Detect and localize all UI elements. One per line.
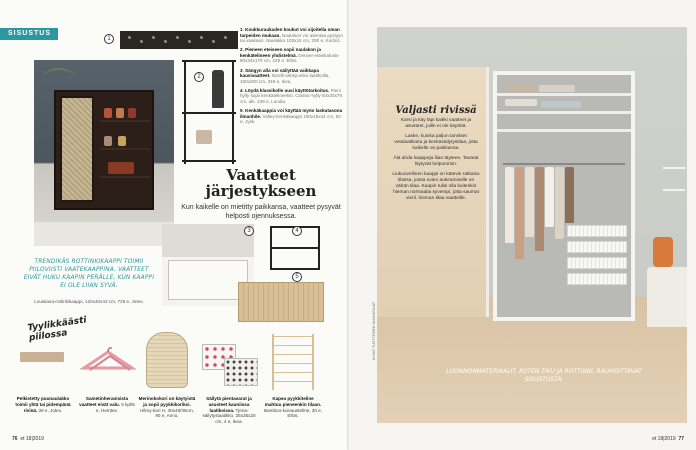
- floor-quote: LUONNONMATERIAALIT, KUTEN TIKU JA ROTTINKI, RAUHOITTAVAT SISUSTUSTA.: [446, 368, 642, 383]
- tip-body: Karsi ja käy läpi kaikki vaatteet ja asusteet, joille ei ole käyttöä. Laske, kuinka paljon tarvitset vetolaatikoita ja kenkäsäilytystilaa, jotta kaikelle on paikkansa. Älä ahda kaappeja liian täyteen. Tavarat löytyvät helpommin. Liukuovellinen kaappi on kätevin ratkaisu tilassa, jossa ovien aukeamiselle on vähän tilaa. Kaapin tulisi olla kuitenkin hieman normaalia syvempi, jotta saumat vieril. hieman tilaa vaatteille.: [392, 118, 480, 201]
- plant-decor: [42, 68, 76, 90]
- product-caption: Kapea pyykkiteline mahtuu pieneenkin tilaan. Bamboo-kuivausteline, 30 e, Ellos.: [264, 396, 322, 419]
- callout-2: 2: [194, 72, 204, 82]
- bed: [647, 267, 687, 327]
- callout-3: 3: [244, 226, 254, 236]
- pillow: [653, 237, 673, 267]
- callout-5: 5: [292, 272, 302, 282]
- product-list: [240, 27, 344, 128]
- callout-1: 1: [104, 34, 114, 44]
- product-caption: Pelkistetty puunaulakko toimii yhtä tai pidempänä rivinä. 39 e, Jotex.: [15, 396, 71, 413]
- callout-4: 4: [292, 226, 302, 236]
- handwritten-quote: TRENDIKÄS ROTTINKIKAAPPI TOIMII PIILOVIISTI VAATEKAAPPINA. VAATTEET EIVÄT HUKU KAAPIN PERÄLLE, KUN KAAPPI EI OLE LIIAN SYVÄ.: [23, 259, 155, 289]
- basket-image: [146, 332, 188, 388]
- drying-rack-image: [272, 334, 314, 390]
- cabinet-image: [54, 90, 154, 210]
- wardrobe-interior: [493, 71, 635, 321]
- storage-boxes-image: [202, 344, 258, 386]
- list-item: 2. Pieneen eteiseen sopii naulakon ja kenkätelineen yhdistelmä. Denver-eteiskaluste 80x34x170 cm, 229 e, Ellos.: [240, 47, 339, 64]
- wall-hook-image: [20, 352, 64, 362]
- section-subtitle: Tyylikkäästi piilossa: [26, 315, 88, 344]
- list-item: 5. Kenkäkaappia voi käyttää myös laskutasona ilmanhile. Valley-kenkäkaappi 100x18x44 cm, 50 e, Jysk.: [240, 108, 343, 125]
- right-page: [349, 0, 696, 450]
- product-caption: Sametinheranisista vaatteet eivät valu. 5 kpl/6 e, Hemtex.: [79, 396, 135, 413]
- coat-stand-image: [184, 60, 234, 164]
- page-headline: Vaatteet järjestykseen: [205, 166, 317, 200]
- photo-credit: KUVAT TUOTTEIDEN VALMISTAJAT: [372, 301, 376, 360]
- product-caption: Säilytä pientavarat ja asusteet kauniissa laatikoissa. Tjena-säilytyslaatikko, 25x35x20 cm, 4 e, Ikea.: [202, 396, 256, 425]
- hanger-image: [80, 346, 136, 372]
- hook-rail-image: [120, 31, 238, 49]
- list-item: 4. Löydä klassikolle uusi käyttötarkoitus. Pieni hylly sopii kenkätelineeksi. Classic-hylly 84x30x79 cm, alk. 239 e, Lundia.: [240, 87, 342, 105]
- deck-text: Kun kaikelle on mietitty paikkansa, vaatteet pysyvät helposti ojennuksessa.: [181, 204, 341, 220]
- section-tag: SISUSTUS: [0, 28, 58, 40]
- product-caption: Merinokokori on käytyistä ja sopii pyykkikoriksi. Hilmy-kori H, 40x49/36cm, 90 e, Anno.: [138, 396, 196, 419]
- quote-credit: Louisiana-rottinkikaappi, 120x40x43 cm, 729 e, Jotex.: [34, 299, 144, 304]
- page-folio-right: et 18|2019 77: [652, 436, 684, 442]
- shoe-cabinet-image: [238, 282, 324, 322]
- list-item: 1. Koukkuraukaden koukut voi sijoitella oman tarpeiden mukaan. Naulakon voi asentaa pystyyn tai vaakaan. Naulakko 100x18 cm, 290 e, Kodin1.: [240, 27, 343, 44]
- tip-title: Valjasti rivissä: [395, 105, 477, 116]
- rug: [34, 222, 174, 246]
- list-item: 3. Sängyn alla voi säilyttää vaikkapa kausivaatteet. Nordli-sänkyuniko laatikoilla, 160x200 cm, 349 e, Ikea.: [240, 67, 330, 84]
- wall-shelf: [663, 167, 685, 169]
- rattan-cabinet-photo: [34, 60, 174, 246]
- wardrobe-photo: [377, 27, 687, 423]
- page-folio-left: 76 et 18|2019: [12, 436, 44, 442]
